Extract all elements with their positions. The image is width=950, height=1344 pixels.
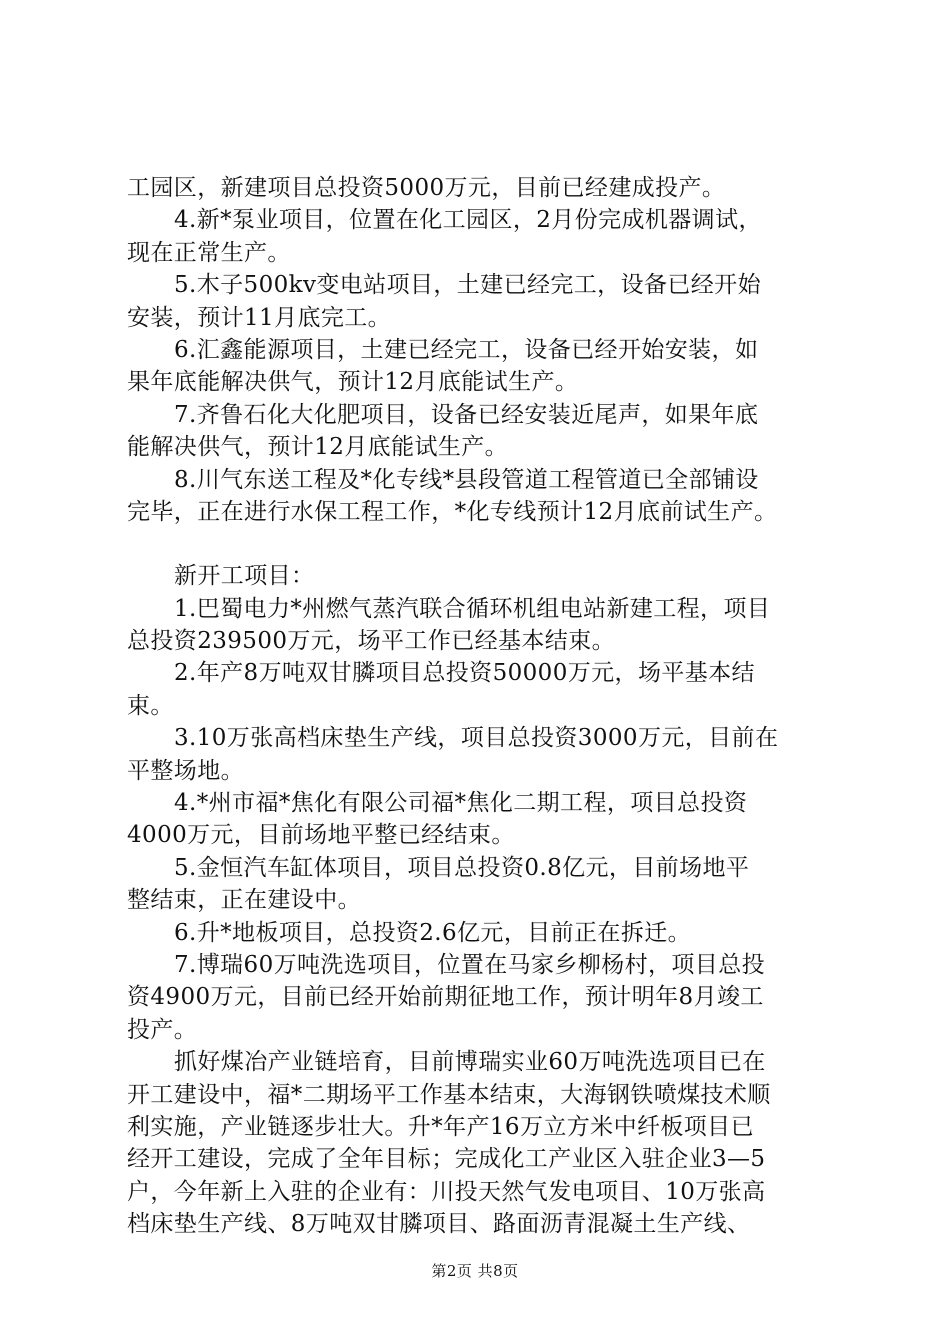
text-line: 工园区，新建项目总投资5000万元，目前已经建成投产。	[127, 175, 726, 201]
text-line: 经开工建设，完成了全年目标；完成化工产业区入驻企业3—5	[127, 1146, 766, 1173]
text-line: 4.新*泵业项目，位置在化工园区，2月份完成机器调试，	[174, 207, 762, 234]
text-line: 7.博瑞60万吨洗选项目，位置在马家乡柳杨村，项目总投	[174, 951, 766, 978]
text-line: 1.巴蜀电力*州燃气蒸汽联合循环机组电站新建工程，项目	[174, 595, 771, 622]
text-line: 完毕，正在进行水保工程工作，*化专线预计12月底前试生产。	[127, 498, 778, 525]
text-line: 4.*州市福*焦化有限公司福*焦化二期工程，项目总投资	[174, 790, 748, 817]
text-line: 能解决供气，预计12月底能试生产。	[127, 434, 509, 461]
page-number: 第2页 共8页	[431, 1262, 519, 1280]
text-line: 安装，预计11月底完工。	[127, 304, 392, 331]
text-line: 4000万元，目前场地平整已经结束。	[127, 822, 515, 849]
text-line: 抓好煤冶产业链培育，目前博瑞实业60万吨洗选项目已在	[174, 1049, 766, 1076]
text-line: 现在正常生产。	[127, 239, 291, 266]
text-line: 投产。	[127, 1016, 198, 1043]
text-line: 户，今年新上入驻的企业有：川投天然气发电项目、10万张高	[127, 1178, 766, 1205]
text-line: 开工建设中，福*二期场平工作基本结束，大海钢铁喷煤技术顺	[127, 1081, 771, 1108]
text-line: 利实施，产业链逐步壮大。升*年产16万立方米中纤板项目已	[127, 1113, 754, 1140]
text-line: 总投资239500万元，场平工作已经基本结束。	[127, 628, 615, 655]
text-line: 平整场地。	[127, 757, 244, 784]
text-line: 束。	[127, 692, 174, 719]
text-line: 2.年产8万吨双甘膦项目总投资50000万元，场平基本结	[174, 660, 755, 687]
text-line: 7.齐鲁石化大化肥项目，设备已经安装近尾声，如果年底	[174, 401, 759, 428]
text-line: 3.10万张高档床垫生产线，项目总投资3000万元，目前在	[174, 725, 779, 752]
text-line: 档床垫生产线、8万吨双甘膦项目、路面沥青混凝土生产线、	[127, 1211, 751, 1238]
text-line: 6.升*地板项目，总投资2.6亿元，目前正在拆迁。	[174, 919, 692, 946]
document-body	[127, 172, 847, 1241]
paragraph-gap	[127, 528, 847, 560]
text-line: 5.金恒汽车缸体项目，项目总投资0.8亿元，目前场地平	[174, 854, 750, 881]
text-line: 整结束，正在建设中。	[127, 887, 361, 914]
text-line: 资4900万元，目前已经开始前期征地工作，预计明年8月竣工	[127, 984, 764, 1011]
text-line: 6.汇鑫能源项目，土建已经完工，设备已经开始安装，如	[174, 336, 759, 363]
section-heading: 新开工项目：	[174, 563, 315, 590]
text-line: 果年底能解决供气，预计12月底能试生产。	[127, 369, 579, 396]
text-line: 8.川气东送工程及*化专线*县段管道工程管道已全部铺设	[174, 466, 759, 493]
text-line: 5.木子500kv变电站项目，土建已经完工，设备已经开始	[174, 272, 761, 299]
